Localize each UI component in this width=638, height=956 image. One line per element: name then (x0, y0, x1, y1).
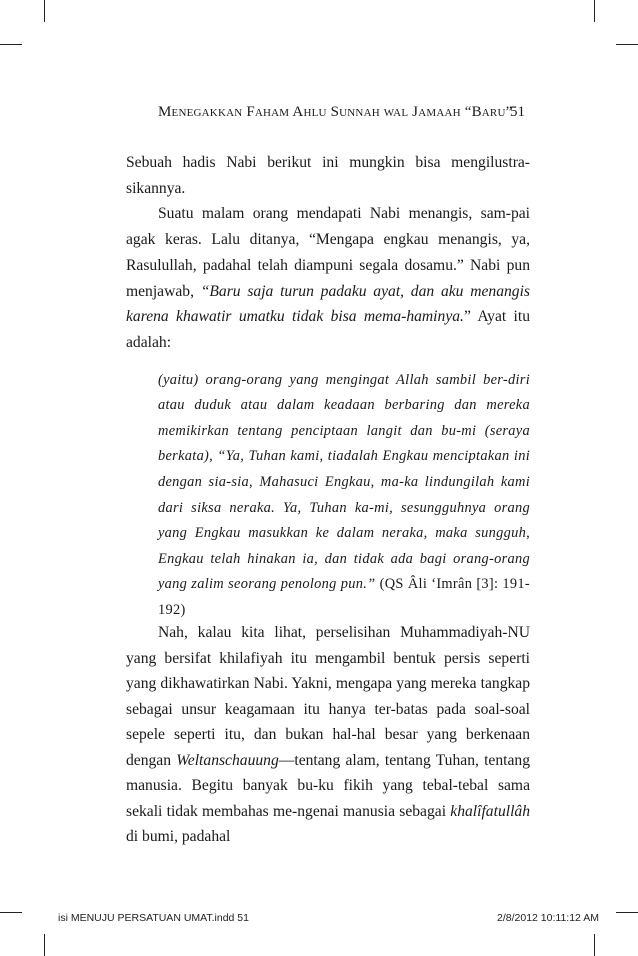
verse-text: (yaitu) orang-orang yang mengingat Allah sambil ber-diri atau duduk atau dalam keadaan berbaring dan mereka memikirkan tentang penciptaan langit dan bu-mi (seraya berkata), “Ya, Tuhan kami, tiadalah Engkau menciptakan ini dengan sia-sia, Mahasuci Engkau, ma-ka lindungilah kami dari siksa neraka. Ya, Tuhan ka-mi, sesungguhnya orang yang Engkau masukkan ke dalam neraka, maka sungguh, Engkau telah hinakan ia, dan tidak ada bagi orang-orang yang zalim seorang penolong pun.” (158, 371, 530, 593)
text-run: —tentang alam, tentang Tuhan, tentang manusia. Begitu banyak bu-ku fikih yang tebal-tebal sama sekali tidak membahas me-ngenai manusia sebagai (126, 751, 530, 820)
crop-mark (594, 934, 595, 956)
main-text-continued (126, 620, 530, 850)
slug-timestamp: 2/8/2012 10:11:12 AM (497, 912, 599, 924)
paragraph (126, 620, 530, 850)
paragraph: Sebuah hadis Nabi berikut ini mungkin bisa mengilustra-sikannya. (126, 154, 530, 197)
italic-term: Weltanschauung (176, 751, 279, 769)
text-run: ” Ayat itu adalah: (126, 308, 530, 351)
crop-mark (594, 0, 595, 22)
text-run: Suatu malam orang mendapati Nabi menangis, sam-pai agak keras. Lalu ditanya, “Mengapa engkau menangis, ya, Rasulullah, padahal telah diampuni segala dosamu.” Nabi pun menjawab, (126, 205, 530, 300)
slug-file-info: isi MENUJU PERSATUAN UMAT.indd 51 (58, 912, 249, 924)
crop-mark (44, 0, 45, 22)
crop-mark (616, 912, 638, 913)
text-run: Nah, kalau kita lihat, perselisihan Muhammadiyah-NU yang bersifat khilafiyah itu mengambil bentuk persis seperti yang dikhawatirkan Nabi. Yakni, mengapa yang mereka tangkap sebagai unsur keagamaan itu hanya ter-batas pada soal-soal sepele seperti itu, dan bukan hal-hal besar yang berkenaan dengan (126, 624, 530, 769)
main-text (126, 150, 530, 636)
crop-mark (44, 934, 45, 956)
crop-mark (616, 44, 638, 45)
crop-mark (0, 44, 22, 45)
verse-reference: (QS Âli ‘Imrân [3]: 191-192) (158, 576, 531, 618)
crop-mark (0, 912, 22, 913)
italic-term: khalîfatullâh (450, 802, 530, 820)
verse-block (158, 368, 530, 624)
text-run: di bumi, padahal (126, 828, 231, 845)
running-header: Menegakkan Faham Ahlu Sunnah wal Jamaah “Baru” (158, 104, 513, 120)
hadith-quote: “Baru saja turun padaku ayat, dan aku menangis karena khawatir umatku tidak bisa mema-haminya. (126, 282, 530, 326)
paragraph (126, 201, 530, 355)
page-number: 51 (510, 104, 525, 120)
